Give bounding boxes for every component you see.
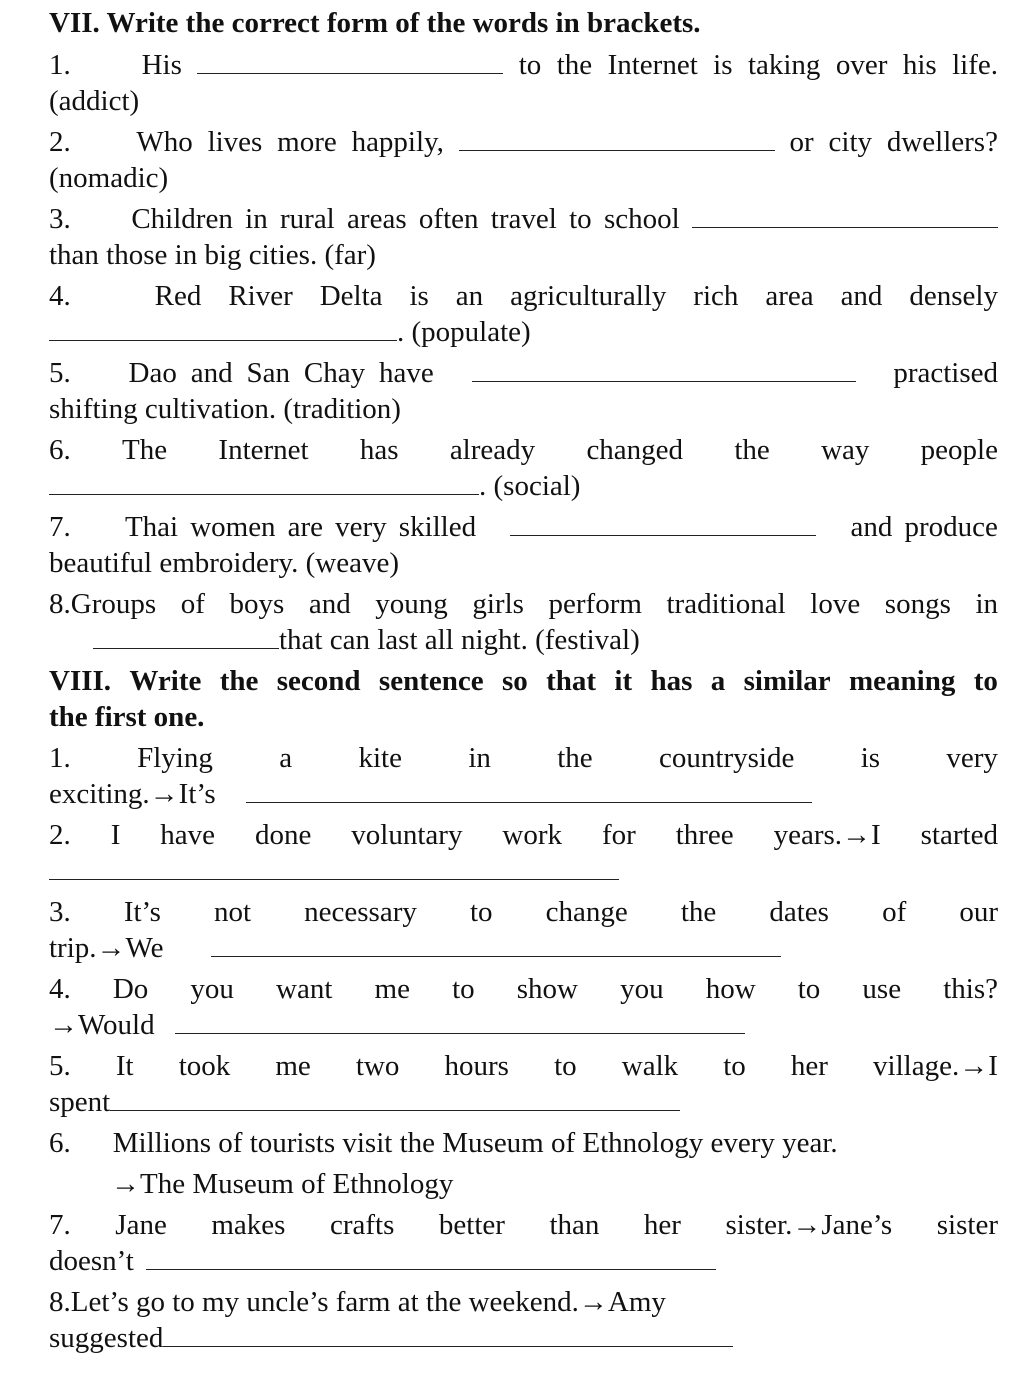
answer-blank[interactable] xyxy=(163,1320,733,1347)
s7-q6-line2: . (social) xyxy=(49,468,998,504)
s8-q6-line2: →The Museum of Ethnology xyxy=(111,1168,454,1200)
s7-q1-hint: (addict) xyxy=(49,85,140,117)
s7-q8-line2: that can last all night. (festival) xyxy=(49,622,998,658)
s8-q1-line1: 1. Flying a kite in the countryside is very xyxy=(49,742,998,774)
s7-q7-line2: beautiful embroidery. (weave) xyxy=(49,547,399,579)
s8-q2-line2 xyxy=(49,853,998,889)
section-8-title-line2: the first one. xyxy=(49,701,205,733)
answer-blank[interactable] xyxy=(692,201,998,228)
s8-q8-line2: suggested xyxy=(49,1320,998,1356)
s8-q6-line1: 6. Millions of tourists visit the Museum of Ethnology every year. xyxy=(49,1127,838,1159)
s8-q5-line2: spent xyxy=(49,1084,998,1120)
answer-blank[interactable] xyxy=(459,124,775,151)
answer-blank[interactable] xyxy=(49,468,479,495)
s7-q1-line1: 1. His to the Internet is taking over his life. xyxy=(49,49,998,81)
answer-blank[interactable] xyxy=(510,509,816,536)
s7-q6-line1: 6. The Internet has already changed the way people xyxy=(49,434,998,466)
s7-q3-line2: than those in big cities. (far) xyxy=(49,239,376,271)
s8-q5-line1: 5. It took me two hours to walk to her village.→I xyxy=(49,1050,998,1082)
answer-blank[interactable] xyxy=(49,853,619,880)
s8-q4-line1: 4. Do you want me to show you how to use this? xyxy=(49,973,998,1005)
s8-q1-line2: exciting.→It’s xyxy=(49,776,998,812)
s8-q3-line1: 3. It’s not necessary to change the dates of our xyxy=(49,896,998,928)
s7-q7-line1: 7. Thai women are very skilled and produce xyxy=(49,511,998,543)
s7-q2-hint: (nomadic) xyxy=(49,162,169,194)
s8-q7-line2: doesn’t xyxy=(49,1243,998,1279)
answer-blank[interactable] xyxy=(110,1084,680,1111)
s7-q8-line1: 8.Groups of boys and young girls perform traditional love songs in xyxy=(49,588,998,620)
s8-q7-line1: 7. Jane makes crafts better than her sister.→Jane’s sister xyxy=(49,1209,998,1241)
s8-q2-line1: 2. I have done voluntary work for three years.→I started xyxy=(49,819,998,851)
answer-blank[interactable] xyxy=(246,776,812,803)
answer-blank[interactable] xyxy=(175,1007,745,1034)
s7-q5-line2: shifting cultivation. (tradition) xyxy=(49,393,401,425)
s8-q4-line2: →Would xyxy=(49,1007,998,1043)
answer-blank[interactable] xyxy=(211,930,781,957)
s7-q4-line2: . (populate) xyxy=(49,314,998,350)
s8-q8-line1: 8.Let’s go to my uncle’s farm at the weekend.→Amy xyxy=(49,1286,666,1318)
s7-q2-line1: 2. Who lives more happily, or city dwellers? xyxy=(49,126,998,158)
s7-q3-line1: 3. Children in rural areas often travel to school xyxy=(49,201,998,237)
section-8-title: VIII. Write the second sentence so that it has a similar meaning to xyxy=(49,665,998,697)
section-7-title: VII. Write the correct form of the words in brackets. xyxy=(49,7,701,39)
s8-q3-line2: trip.→We xyxy=(49,930,998,966)
answer-blank[interactable] xyxy=(93,622,279,649)
answer-blank[interactable] xyxy=(49,314,397,341)
answer-blank[interactable] xyxy=(146,1243,716,1270)
answer-blank[interactable] xyxy=(472,355,856,382)
s7-q5-line1: 5. Dao and San Chay have practised xyxy=(49,357,998,389)
answer-blank[interactable] xyxy=(197,47,503,74)
s7-q4-line1: 4. Red River Delta is an agriculturally rich area and densely xyxy=(49,280,998,312)
